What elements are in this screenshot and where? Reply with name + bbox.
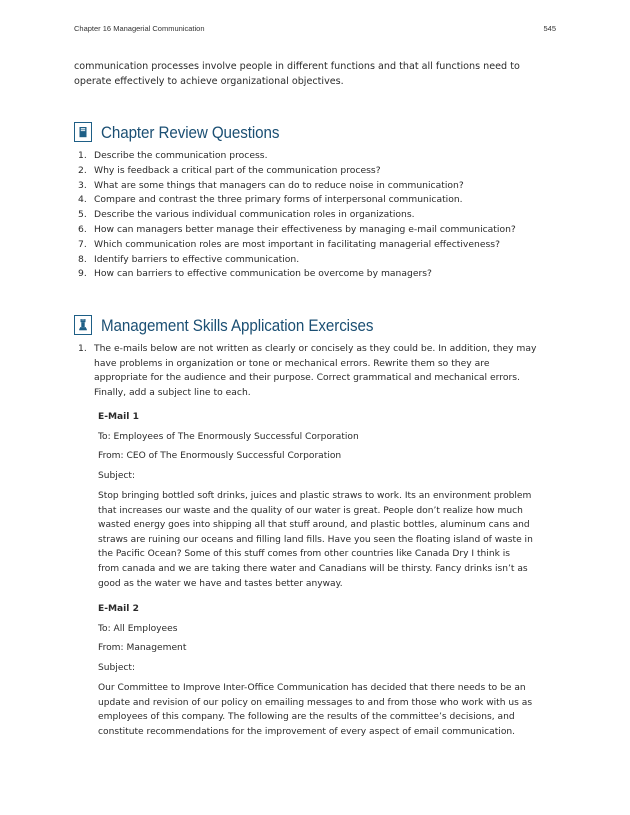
chess-piece-icon	[74, 315, 92, 335]
running-header	[74, 24, 556, 36]
list-item	[74, 253, 544, 268]
item-number: 1.	[78, 150, 87, 161]
list-item	[74, 223, 544, 238]
question-text: How can managers better manage their effectiveness by managing e-mail communication?	[94, 223, 516, 235]
email-1	[98, 412, 538, 592]
list-item	[74, 238, 544, 253]
email-2-body: Our Committee to Improve Inter-Office Communication has decided that there needs to be an update and revision of our policy on emailing messages to and from those who work with us as employees of this company. The following are the results of the committee’s decisions, and constitute recommendations for the improvement of every aspect of email communication.	[98, 683, 533, 737]
exercise-text: The e-mails below are not written as clearly or concisely as they could be. In addition, they may have problems in organization or tone or mechanical errors. Rewrite them so they are appropriate for the audience and their purpose. Correct grammatical and mechanical errors. Finally, add a subject line to each.	[94, 343, 537, 398]
item-number: 2.	[78, 164, 87, 176]
item-number: 6.	[78, 223, 87, 235]
question-text: What are some things that managers can do to reduce noise in communication?	[94, 179, 464, 191]
email-1-subject: Subject:	[98, 471, 136, 481]
email-1-from: From: CEO of The Enormously Successful Corporation	[98, 451, 342, 461]
email-1-body: Stop bringing bottled soft drinks, juices and plastic straws to work. Its an environment problem that increases our waste and the quality of our water is great. People don’t realize how much wasted energy goes into shipping all that stuff around, and plastic bottles, aluminum cans and straws are ruining our oceans and filling land fills. Have you seen the floating island of waste in the Pacific Ocean? Some of this stuff comes from other countries like Canada Dry I think is from canada and we are taking there water and Canadians will be thirsty. Fancy drinks isn’t as good as the water we have and tastes better anyway.	[98, 491, 533, 589]
email-1-to: To: Employees of The Enormously Successful Corporation	[98, 432, 359, 442]
email-2-from: From: Management	[98, 643, 187, 653]
item-number: 5.	[78, 209, 87, 221]
email-2-subject: Subject:	[98, 663, 136, 673]
chapter-title: Chapter 16 Managerial Communication	[74, 24, 205, 33]
list-item	[74, 208, 544, 223]
list-item	[74, 164, 544, 179]
item-number: 3.	[78, 179, 87, 191]
question-text: How can barriers to effective communication be overcome by managers?	[94, 268, 432, 280]
email-1-heading: E-Mail 1	[98, 412, 139, 422]
review-questions-list	[74, 149, 544, 282]
email-2	[98, 604, 538, 744]
email-2-heading: E-Mail 2	[98, 604, 139, 614]
question-text: Identify barriers to effective communication.	[94, 253, 300, 265]
review-section-heading	[74, 122, 374, 146]
list-item	[74, 179, 544, 194]
question-text: Describe the communication process.	[94, 150, 268, 161]
exercises-section-heading	[74, 315, 414, 339]
page-number: 545	[543, 24, 556, 33]
list-item	[74, 267, 544, 282]
email-2-to: To: All Employees	[98, 624, 178, 634]
question-text: Why is feedback a critical part of the communication process?	[94, 164, 381, 176]
list-item	[74, 193, 544, 208]
list-item	[74, 149, 544, 164]
question-text: Compare and contrast the three primary forms of interpersonal communication.	[94, 194, 463, 206]
item-number: 1.	[78, 343, 87, 354]
item-number: 7.	[78, 238, 87, 250]
book-icon	[74, 122, 92, 142]
review-section-title: Chapter Review Questions	[101, 124, 280, 142]
exercises-section-title: Management Skills Application Exercises	[101, 317, 374, 335]
question-text: Describe the various individual communication roles in organizations.	[94, 209, 415, 221]
item-number: 4.	[78, 194, 87, 206]
intro-paragraph: communication processes involve people in different functions and that all functions need to operate effectively to achieve organizational objectives.	[74, 61, 520, 87]
item-number: 9.	[78, 268, 87, 280]
item-number: 8.	[78, 253, 87, 265]
exercise-item	[74, 342, 540, 400]
question-text: Which communication roles are most important in facilitating managerial effectiveness?	[94, 238, 500, 250]
